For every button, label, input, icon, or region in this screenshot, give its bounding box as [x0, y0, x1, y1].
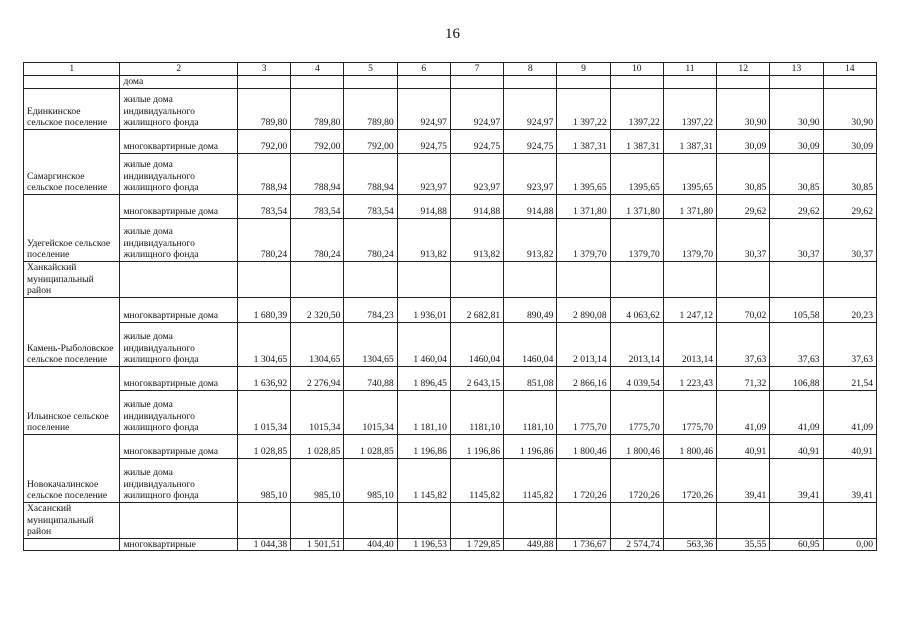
value-cell: 914,88 [450, 194, 503, 218]
column-header: 9 [557, 63, 610, 76]
value-cell: 1 800,46 [557, 434, 610, 458]
housing-type-cell: дома [120, 76, 238, 89]
table-row [24, 218, 877, 261]
value-cell: 783,54 [237, 194, 290, 218]
table-row [24, 297, 877, 322]
table-row [24, 390, 877, 434]
value-cell: 784,23 [344, 297, 397, 322]
value-cell: 780,24 [237, 218, 290, 261]
value-cell: 923,97 [397, 153, 450, 194]
value-cell: 923,97 [504, 153, 557, 194]
value-cell: 1 387,31 [610, 129, 663, 153]
value-cell: 1015,34 [344, 390, 397, 434]
housing-type-cell: жилые дома индивидуального жилищного фонда [120, 88, 238, 129]
value-cell: 2 276,94 [291, 366, 344, 390]
housing-type-cell [120, 261, 238, 297]
value-cell: 1 720,26 [557, 458, 610, 502]
value-cell: 30,90 [823, 88, 876, 129]
value-cell: 71,32 [717, 366, 770, 390]
area-cell: Камень-Рыболовское сельское поселение [24, 297, 120, 366]
value-cell: 30,09 [717, 129, 770, 153]
value-cell [237, 261, 290, 297]
value-cell: 924,97 [397, 88, 450, 129]
housing-type-cell: многоквартирные дома [120, 129, 238, 153]
value-cell: 30,85 [770, 153, 823, 194]
value-cell: 2 643,15 [450, 366, 503, 390]
value-cell: 30,90 [717, 88, 770, 129]
value-cell: 1 896,45 [397, 366, 450, 390]
value-cell: 985,10 [291, 458, 344, 502]
area-cell: Удегейское сельское поселение [24, 194, 120, 261]
value-cell [770, 76, 823, 89]
value-cell: 1 729,85 [450, 538, 503, 551]
value-cell: 913,82 [397, 218, 450, 261]
value-cell: 37,63 [770, 322, 823, 366]
value-cell [717, 502, 770, 538]
value-cell [557, 76, 610, 89]
value-cell: 1 800,46 [610, 434, 663, 458]
value-cell: 1145,82 [450, 458, 503, 502]
table-row [24, 194, 877, 218]
value-cell: 1395,65 [663, 153, 716, 194]
value-cell: 1 181,10 [397, 390, 450, 434]
tariff-table [23, 62, 877, 551]
value-cell: 1 196,86 [450, 434, 503, 458]
value-cell [717, 261, 770, 297]
value-cell: 1 397,22 [557, 88, 610, 129]
value-cell: 1181,10 [504, 390, 557, 434]
value-cell: 1397,22 [663, 88, 716, 129]
column-header: 4 [291, 63, 344, 76]
value-cell: 1460,04 [450, 322, 503, 366]
value-cell [291, 76, 344, 89]
value-cell: 792,00 [344, 129, 397, 153]
value-cell: 789,80 [344, 88, 397, 129]
value-cell: 29,62 [823, 194, 876, 218]
value-cell: 30,37 [823, 218, 876, 261]
value-cell: 1 387,31 [557, 129, 610, 153]
value-cell [450, 261, 503, 297]
value-cell: 1 736,67 [557, 538, 610, 551]
value-cell: 449,88 [504, 538, 557, 551]
value-cell: 30,85 [823, 153, 876, 194]
value-cell [504, 502, 557, 538]
table-row [24, 538, 877, 551]
value-cell: 1775,70 [610, 390, 663, 434]
value-cell: 1 247,12 [663, 297, 716, 322]
value-cell: 1 223,43 [663, 366, 716, 390]
housing-type-cell: жилые дома индивидуального жилищного фонда [120, 153, 238, 194]
value-cell [823, 502, 876, 538]
value-cell [610, 76, 663, 89]
value-cell: 1720,26 [663, 458, 716, 502]
table-row [24, 88, 877, 129]
value-cell: 913,82 [450, 218, 503, 261]
value-cell: 788,94 [237, 153, 290, 194]
value-cell: 890,49 [504, 297, 557, 322]
value-cell: 1775,70 [663, 390, 716, 434]
value-cell: 1 371,80 [557, 194, 610, 218]
value-cell: 2 866,16 [557, 366, 610, 390]
value-cell [504, 76, 557, 89]
column-header: 1 [24, 63, 120, 76]
value-cell: 985,10 [344, 458, 397, 502]
column-header: 10 [610, 63, 663, 76]
value-cell: 1145,82 [504, 458, 557, 502]
value-cell: 4 039,54 [610, 366, 663, 390]
value-cell: 1181,10 [450, 390, 503, 434]
value-cell: 60,95 [770, 538, 823, 551]
value-cell: 1 196,86 [504, 434, 557, 458]
value-cell: 40,91 [823, 434, 876, 458]
value-cell: 1 145,82 [397, 458, 450, 502]
value-cell: 924,75 [450, 129, 503, 153]
value-cell: 740,88 [344, 366, 397, 390]
column-header: 6 [397, 63, 450, 76]
column-header: 8 [504, 63, 557, 76]
value-cell: 2013,14 [663, 322, 716, 366]
value-cell [663, 502, 716, 538]
area-cell: Ханкайский муниципальный район [24, 261, 120, 297]
value-cell: 1304,65 [291, 322, 344, 366]
value-cell: 29,62 [770, 194, 823, 218]
value-cell: 30,85 [717, 153, 770, 194]
value-cell: 1 936,01 [397, 297, 450, 322]
value-cell: 1379,70 [610, 218, 663, 261]
value-cell: 1015,34 [291, 390, 344, 434]
value-cell: 923,97 [450, 153, 503, 194]
value-cell: 1 395,65 [557, 153, 610, 194]
value-cell [237, 76, 290, 89]
value-cell [397, 502, 450, 538]
value-cell: 1 800,46 [663, 434, 716, 458]
value-cell: 985,10 [237, 458, 290, 502]
value-cell [450, 502, 503, 538]
value-cell: 792,00 [237, 129, 290, 153]
value-cell [770, 502, 823, 538]
value-cell: 851,08 [504, 366, 557, 390]
value-cell: 41,09 [770, 390, 823, 434]
area-cell: Новокачалинское сельское поселение [24, 434, 120, 502]
table-row [24, 153, 877, 194]
value-cell: 105,58 [770, 297, 823, 322]
value-cell [237, 502, 290, 538]
value-cell: 40,91 [717, 434, 770, 458]
value-cell: 30,37 [770, 218, 823, 261]
value-cell: 1 379,70 [557, 218, 610, 261]
value-cell: 2 890,08 [557, 297, 610, 322]
value-cell: 1720,26 [610, 458, 663, 502]
value-cell: 924,75 [504, 129, 557, 153]
value-cell: 2 682,81 [450, 297, 503, 322]
value-cell: 1 371,80 [610, 194, 663, 218]
value-cell: 924,97 [504, 88, 557, 129]
value-cell [291, 502, 344, 538]
value-cell: 1 028,85 [344, 434, 397, 458]
column-header: 2 [120, 63, 238, 76]
value-cell: 913,82 [504, 218, 557, 261]
value-cell: 35,55 [717, 538, 770, 551]
value-cell: 788,94 [291, 153, 344, 194]
column-header: 7 [450, 63, 503, 76]
value-cell: 39,41 [770, 458, 823, 502]
column-number-row [24, 63, 877, 76]
value-cell [610, 261, 663, 297]
housing-type-cell: многоквартирные [120, 538, 238, 551]
value-cell: 21,54 [823, 366, 876, 390]
housing-type-cell: многоквартирные дома [120, 194, 238, 218]
column-header: 11 [663, 63, 716, 76]
value-cell [717, 76, 770, 89]
value-cell: 780,24 [291, 218, 344, 261]
value-cell: 29,62 [717, 194, 770, 218]
value-cell [663, 261, 716, 297]
value-cell [610, 502, 663, 538]
value-cell: 563,36 [663, 538, 716, 551]
column-header: 13 [770, 63, 823, 76]
value-cell: 20,23 [823, 297, 876, 322]
table-row [24, 366, 877, 390]
housing-type-cell: многоквартирные дома [120, 434, 238, 458]
value-cell: 1379,70 [663, 218, 716, 261]
value-cell: 1 028,85 [291, 434, 344, 458]
table-row [24, 322, 877, 366]
value-cell: 783,54 [344, 194, 397, 218]
value-cell [291, 261, 344, 297]
value-cell: 30,09 [770, 129, 823, 153]
housing-type-cell: жилые дома индивидуального жилищного фонда [120, 322, 238, 366]
table-row [24, 434, 877, 458]
value-cell: 4 063,62 [610, 297, 663, 322]
value-cell: 1 501,51 [291, 538, 344, 551]
value-cell: 2 574,74 [610, 538, 663, 551]
column-header: 14 [823, 63, 876, 76]
value-cell: 788,94 [344, 153, 397, 194]
value-cell: 1 196,53 [397, 538, 450, 551]
value-cell [344, 261, 397, 297]
value-cell: 2 320,50 [291, 297, 344, 322]
value-cell: 1 636,92 [237, 366, 290, 390]
value-cell: 914,88 [397, 194, 450, 218]
page-number: 16 [445, 26, 460, 42]
value-cell [397, 261, 450, 297]
value-cell: 1 775,70 [557, 390, 610, 434]
value-cell [504, 261, 557, 297]
value-cell: 1 196,86 [397, 434, 450, 458]
value-cell: 70,02 [717, 297, 770, 322]
value-cell: 30,37 [717, 218, 770, 261]
value-cell: 1304,65 [344, 322, 397, 366]
value-cell: 1 387,31 [663, 129, 716, 153]
value-cell [397, 76, 450, 89]
value-cell: 41,09 [717, 390, 770, 434]
value-cell [344, 76, 397, 89]
value-cell: 39,41 [823, 458, 876, 502]
value-cell: 924,75 [397, 129, 450, 153]
value-cell: 792,00 [291, 129, 344, 153]
value-cell: 789,80 [291, 88, 344, 129]
area-cell: Хасанский муниципальный район [24, 502, 120, 538]
value-cell: 404,40 [344, 538, 397, 551]
value-cell: 41,09 [823, 390, 876, 434]
housing-type-cell: жилые дома индивидуального жилищного фонда [120, 218, 238, 261]
value-cell: 1395,65 [610, 153, 663, 194]
table-row [24, 76, 877, 89]
value-cell: 2 013,14 [557, 322, 610, 366]
value-cell: 1 460,04 [397, 322, 450, 366]
area-cell: Ильинское сельское поселение [24, 366, 120, 434]
value-cell: 30,90 [770, 88, 823, 129]
table-row [24, 261, 877, 297]
value-cell: 1 015,34 [237, 390, 290, 434]
housing-type-cell: многоквартирные дома [120, 366, 238, 390]
table-row [24, 458, 877, 502]
value-cell: 1397,22 [610, 88, 663, 129]
column-header: 12 [717, 63, 770, 76]
value-cell [344, 502, 397, 538]
value-cell: 1 028,85 [237, 434, 290, 458]
value-cell [823, 76, 876, 89]
housing-type-cell [120, 502, 238, 538]
table-row [24, 129, 877, 153]
value-cell [450, 76, 503, 89]
value-cell: 924,97 [450, 88, 503, 129]
housing-type-cell: жилые дома индивидуального жилищного фонда [120, 458, 238, 502]
area-cell: Самаргинское сельское поселение [24, 129, 120, 194]
value-cell: 39,41 [717, 458, 770, 502]
value-cell [557, 502, 610, 538]
value-cell: 0,00 [823, 538, 876, 551]
value-cell: 2013,14 [610, 322, 663, 366]
value-cell: 106,88 [770, 366, 823, 390]
value-cell: 37,63 [823, 322, 876, 366]
value-cell: 30,09 [823, 129, 876, 153]
housing-type-cell: жилые дома индивидуального жилищного фонда [120, 390, 238, 434]
value-cell: 1 680,39 [237, 297, 290, 322]
value-cell: 40,91 [770, 434, 823, 458]
value-cell: 914,88 [504, 194, 557, 218]
value-cell [557, 261, 610, 297]
value-cell [823, 261, 876, 297]
value-cell: 1 371,80 [663, 194, 716, 218]
value-cell: 783,54 [291, 194, 344, 218]
table-body [24, 76, 877, 551]
table-row [24, 502, 877, 538]
value-cell [663, 76, 716, 89]
value-cell [770, 261, 823, 297]
value-cell: 780,24 [344, 218, 397, 261]
column-header: 5 [344, 63, 397, 76]
area-cell: Единкинское сельское поселение [24, 88, 120, 129]
value-cell: 1460,04 [504, 322, 557, 366]
value-cell: 1 044,38 [237, 538, 290, 551]
column-header: 3 [237, 63, 290, 76]
area-cell [24, 76, 120, 89]
area-cell [24, 538, 120, 551]
value-cell: 1 304,65 [237, 322, 290, 366]
value-cell: 37,63 [717, 322, 770, 366]
value-cell: 789,80 [237, 88, 290, 129]
housing-type-cell: многоквартирные дома [120, 297, 238, 322]
